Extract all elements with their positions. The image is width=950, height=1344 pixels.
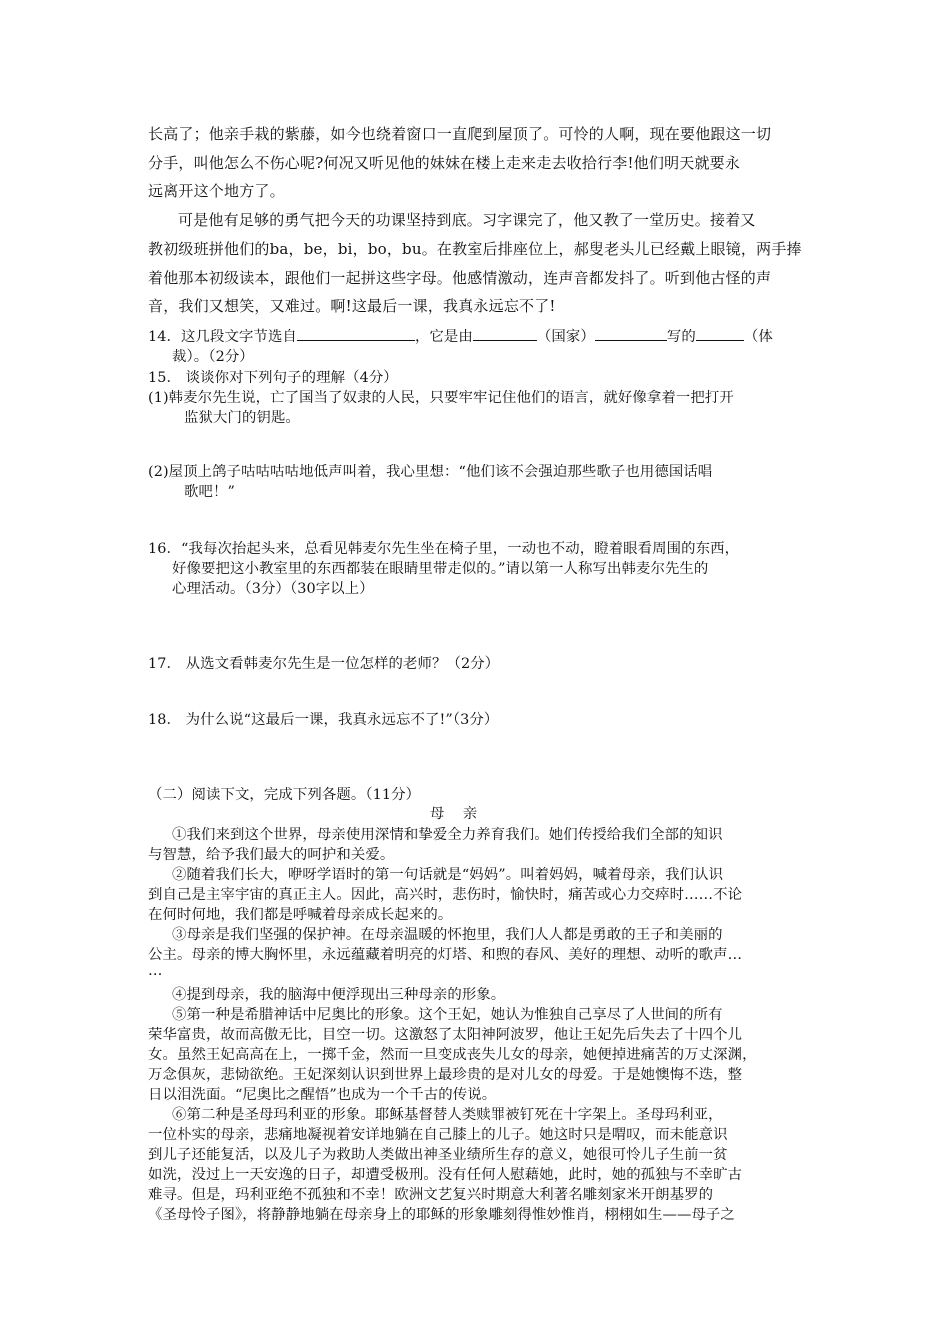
question-15-2: (2)屋顶上鸽子咕咕咕咕地低声叫着，我心里想：“他们该不会强迫那些歌子也用德国话唱 <box>148 464 713 480</box>
answer-blank[interactable] <box>696 326 744 341</box>
article-line: ⑤第一种是希腊神话中尼奥比的形象。这个王妃，她认为惟独自己享尽了人世间的所有 <box>172 1007 723 1023</box>
article-line: 《圣母怜子图》，将静静地躺在母亲身上的耶稣的形象雕刻得惟妙惟肖，栩栩如生——母子之 <box>148 1207 735 1223</box>
article-line: 公主。母亲的博大胸怀里，永远蕴藏着明亮的灯塔、和煦的春风、美好的理想、动听的歌声… <box>148 947 743 963</box>
question-15-1-cont: 监狱大门的钥匙。 <box>184 410 300 426</box>
question-16: 16．“我每次抬起头来，总看见韩麦尔先生坐在椅子里，一动也不动，瞪着眼看周围的东西， <box>148 541 740 557</box>
q14-text: （国家） <box>536 329 595 345</box>
article-line: 万念俱灰，悲恸欲绝。王妃深刻认识到世界上最珍贵的是对儿女的母爱。于是她懊悔不迭，整 <box>148 1067 743 1083</box>
question-18: 18． 为什么说“这最后一课，我真永远忘不了!”（3分） <box>148 712 499 728</box>
q14-text: 写的 <box>666 329 696 345</box>
question-16-cont: 好像要把这小教室里的东西都装在眼睛里带走似的。”请以第一人称写出韩麦尔先生的 <box>172 561 709 577</box>
article-line: ④提到母亲，我的脑海中便浮现出三种母亲的形象。 <box>172 987 506 1003</box>
article-line: ⑥第二种是圣母玛利亚的形象。耶稣基督替人类赎罪被钉死在十字架上。圣母玛利亚， <box>172 1107 723 1123</box>
passage-line: 长高了；他亲手栽的紫藤，如今也绕着窗口一直爬到屋顶了。可怜的人啊，现在要他跟这一切 <box>148 125 772 143</box>
article-line: … <box>148 963 163 979</box>
article-line: 到儿子还能复活，以及儿子为救助人类做出神圣业绩所生存的意义，她很可怜儿子生前一贫 <box>148 1147 728 1163</box>
answer-blank[interactable] <box>595 326 667 341</box>
passage-line: 远离开这个地方了。 <box>148 182 285 200</box>
article-line: 在何时何地，我们都是呼喊着母亲成长起来的。 <box>148 907 453 923</box>
question-14 <box>148 325 773 346</box>
article-line: 如洗，没过上一天安逸的日子，却遭受极刑。没有任何人慰藉她，此时，她的孤独与不幸旷古 <box>148 1167 743 1183</box>
question-15-2-cont: 歌吧！” <box>184 484 235 500</box>
passage-line: 音，我们又想笑，又难过。啊!这最后一课，我真永远忘不了! <box>148 297 556 315</box>
answer-blank[interactable] <box>473 326 537 341</box>
article-title: 母 亲 <box>430 806 478 822</box>
article-line: 与智慧，给予我们最大的呵护和关爱。 <box>148 847 395 863</box>
article-line: 日以泪洗面。“尼奥比之醒悟”也成为一个千古的传说。 <box>148 1087 497 1103</box>
article-line: 女。虽然王妃高高在上，一掷千金，然而一旦变成丧失儿女的母亲，她便掉进痛苦的万丈深渊， <box>148 1047 757 1063</box>
article-line: 一位朴实的母亲，悲痛地凝视着安详地躺在自己膝上的儿子。她这时只是喟叹，而未能意识 <box>148 1127 728 1143</box>
question-14-cont: 裁）。（2分） <box>172 349 254 365</box>
q14-text: ，它是由 <box>414 329 473 345</box>
question-16-cont: 心理活动。（3分）（30字以上） <box>172 581 374 597</box>
article-line: 难寻。但是，玛利亚绝不孤独和不幸！欧洲文艺复兴时期意大利著名雕刻家米开朗基罗的 <box>148 1187 714 1203</box>
passage-line: 可是他有足够的勇气把今天的功课坚持到底。习字课完了，他又教了一堂历史。接着又 <box>178 211 756 229</box>
q14-text: （体 <box>743 329 773 345</box>
section-heading: （二）阅读下文，完成下列各题。（11分） <box>148 787 421 803</box>
answer-blank[interactable] <box>297 326 415 341</box>
article-line: ③母亲是我们坚强的保护神。在母亲温暖的怀抱里，我们人人都是勇敢的王子和美丽的 <box>172 927 723 943</box>
passage-line: 分手，叫他怎么不伤心呢?何况又听见他的妹妹在楼上走来走去收拾行李!他们明天就要永 <box>148 154 741 172</box>
passage-line: 着他那本初级读本，跟他们一起拼这些字母。他感情激动，连声音都发抖了。听到他古怪的声 <box>148 269 772 287</box>
passage-line: 教初级班拼他们的ba，be，bi，bo，bu。在教室后排座位上，郝叟老头儿已经戴上眼镜，两手捧 <box>148 240 802 258</box>
question-15-1: (1)韩麦尔先生说，亡了国当了奴隶的人民，只要牢牢记住他们的语言，就好像拿着一把打开 <box>148 390 734 406</box>
article-line: ②随着我们长大，咿呀学语时的第一句话就是“妈妈”。叫着妈妈，喊着母亲，我们认识 <box>172 867 724 883</box>
article-line: 到自己是主宰宇宙的真正主人。因此，高兴时，悲伤时，愉快时，痛苦或心力交瘁时……不论 <box>148 887 743 903</box>
article-line: ①我们来到这个世界，母亲使用深情和挚爱全力养育我们。她们传授给我们全部的知识 <box>172 827 723 843</box>
article-line: 荣华富贵，故而高傲无比，目空一切。这激怒了太阳神阿波罗，他让王妃先后失去了十四个儿 <box>148 1027 743 1043</box>
q14-text: 14．这几段文字节选自 <box>148 329 297 345</box>
question-17: 17． 从选文看韩麦尔先生是一位怎样的老师？（2分） <box>148 656 500 672</box>
question-15: 15． 谈谈你对下列句子的理解（4分） <box>148 370 398 386</box>
